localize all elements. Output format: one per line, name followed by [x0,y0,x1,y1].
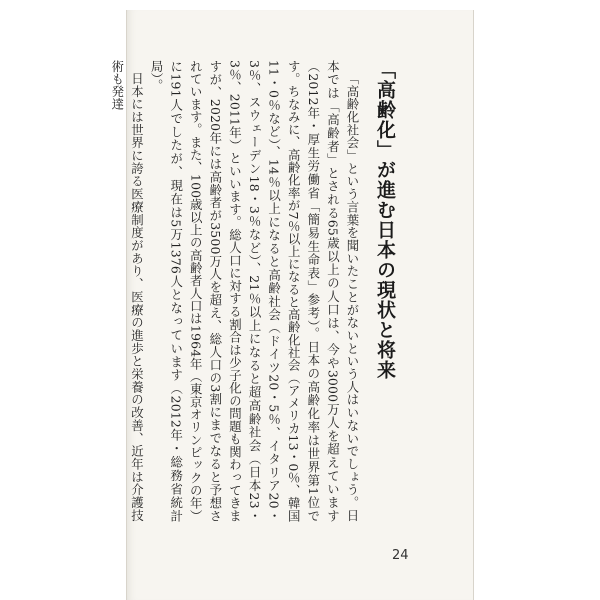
paragraph-2: 日本には世界に誇る医療制度があり、医療の進歩と栄養の改善、近年は介護技術も発達 [109,60,145,522]
paragraph-1: 「高齢化社会」という言葉を聞いたことがないという人はいないでしょう。日本では「高齢者」とされる65歳以上の人口は、今や3000万人を超えています（2012年・厚生労働省「簡易生命表」参考）。日本の高齢化率は世界第1位です。ちなみに、高齢化率が7％以上になると高齢化社会（アメリカ13・0％、韓国11・0％など）、14％以上になると高齢社会（ドイツ20・5％、イタリア20・3％、スウェーデン18・3％など）、21％以上になると超高齢社会（日本23・3％、2011年）といいます。総人口に対する割合は少子化の問題も関わってきますが、2020年には高齢者が3500万人を超え、総人口の3割にまでなると予想されています。また、100歳以上の高齢者人口は1964年（東京オリンピックの年）に191人でしたが、現在は5万1376人となっています（2012年・総務省統計局）。 [149,60,360,522]
body-text [109,60,362,522]
page-number: 24 [392,548,409,563]
section-heading: 「高齢化」が進む日本の現状と将来 [374,60,396,380]
